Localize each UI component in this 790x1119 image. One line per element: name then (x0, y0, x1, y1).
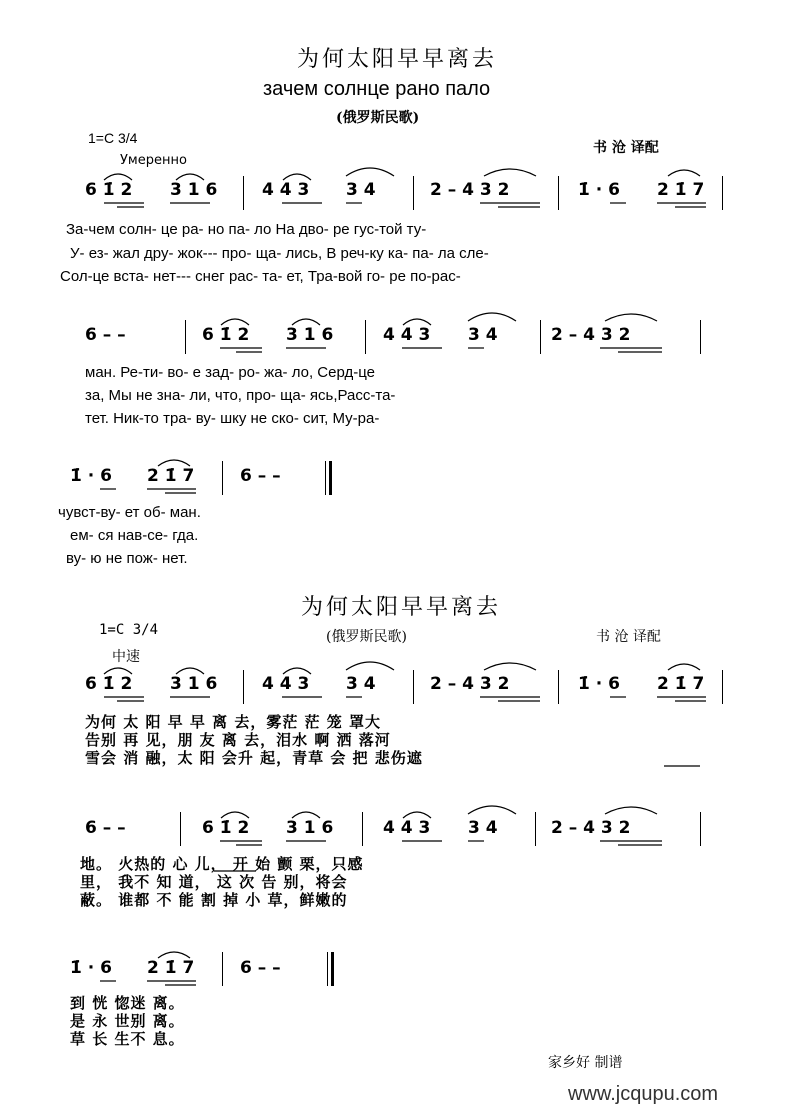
measure: 2 1̇ 7 (147, 466, 195, 486)
subtitle-1: (俄罗斯民歌) (336, 110, 420, 126)
measure: 6 1̇ 2 (202, 818, 250, 838)
measure: 1̇ · 6 (70, 466, 112, 486)
barline (413, 670, 414, 704)
measure: 1̇ · 6 (70, 958, 112, 978)
barline (558, 670, 559, 704)
barline (222, 461, 223, 495)
measure: 2 1̇ 7 (657, 180, 705, 200)
tempo-2: 中速 (112, 649, 140, 665)
barline (243, 176, 244, 210)
end-barline (331, 952, 334, 986)
measure: 1̇ · 6 (578, 674, 620, 694)
measure: 4 4 3 (383, 818, 431, 838)
lyrics-line: У- ез- жал дру- жок--- про- ща- лись, В реч-ку ка- па- ла сле- (70, 245, 489, 262)
measure: 2 – 4 3 2 (430, 674, 510, 694)
end-barline (329, 461, 332, 495)
maker-credit: 家乡好 制谱 (548, 1055, 623, 1071)
barline (325, 461, 326, 495)
lyrics-line: ву- ю не пож- нет. (66, 550, 188, 567)
barline (362, 812, 363, 846)
measure: 2 – 4 3 2 (430, 180, 510, 200)
lyrics-line: 草 长 生不 息。 (70, 1030, 185, 1048)
lyrics-line: 到 恍 惚迷 离。 (70, 994, 185, 1012)
measure: 4 4 3 (383, 325, 431, 345)
key-signature-1: 1=C 3/4 (88, 130, 138, 146)
barline (535, 812, 536, 846)
measure: 3 1 6 (286, 818, 334, 838)
lyrics-line: тет. Ник-то тра- ву- шку не ско- сит, Му-ра- (85, 410, 380, 427)
measure: 3 4 (346, 180, 376, 200)
lyrics-line: За-чем солн- це ра- но па- ло На дво- ре гус-той ту- (66, 221, 427, 238)
key-signature-2: 1=C 3/4 (99, 622, 159, 638)
lyrics-line: Сол-це вста- нет--- снег рас- та- ет, Тра-вой го- ре по-рас- (60, 268, 461, 285)
lyrics-line: ман. Ре-ти- во- е зад- ро- жа- ло, Серд-це (85, 364, 375, 381)
barline (722, 176, 723, 210)
lyrics-line: 告别 再 见，朋 友 离 去，泪水 啊 洒 落河 (85, 731, 391, 749)
measure: 6 1̇ 2 (85, 180, 133, 200)
measure: 3 1 6 (286, 325, 334, 345)
lyrics-line: 是 永 世别 离。 (70, 1012, 185, 1030)
lyrics-line: ем- ся нав-се- гда. (70, 527, 199, 544)
barline (700, 812, 701, 846)
measure: 2 1̇ 7 (657, 674, 705, 694)
measure: 3 4 (468, 325, 498, 345)
title-chinese-1: 为何太阳早早离去 (297, 47, 498, 72)
barline (243, 670, 244, 704)
measure: 2 1̇ 7 (147, 958, 195, 978)
title-russian: зачем солнце рано пало (263, 78, 491, 100)
measure: 2 – 4 3 2 (551, 818, 631, 838)
measure: 4 4 3 (262, 180, 310, 200)
barline (413, 176, 414, 210)
lyrics-line: 蔽。 谁都 不 能 割 掉 小 草，鲜嫩的 (80, 891, 348, 909)
measure: 3 1 6 (170, 674, 218, 694)
measure: 3 1 6 (170, 180, 218, 200)
barline (180, 812, 181, 846)
barline (722, 670, 723, 704)
lyrics-line: 里， 我不 知 道， 这 次 告 别，将会 (80, 873, 348, 891)
lyrics-line: 雪会 消 融，太 阳 会升 起，青草 会 把 悲伤遮 (85, 749, 423, 767)
lyrics-line: за, Мы не зна- ли, что, про- ща- ясь,Расс-та- (85, 387, 396, 404)
lyrics-line: чувст-ву- ет об- ман. (58, 504, 201, 521)
measure: 1̇ · 6 (578, 180, 620, 200)
barline (185, 320, 186, 354)
measure: 6 – – (240, 466, 281, 486)
measure: 6 – – (85, 818, 126, 838)
measure: 3 4 (468, 818, 498, 838)
credit-1: 书 沧 译配 (593, 140, 659, 156)
lyrics-line: 地。 火热的 心 儿， 开 始 颤 栗，只感 (80, 855, 364, 873)
measure: 6 1̇ 2 (85, 674, 133, 694)
measure: 3 4 (346, 674, 376, 694)
measure: 4 4 3 (262, 674, 310, 694)
credit-2: 书 沧 译配 (596, 629, 661, 645)
subtitle-2: (俄罗斯民歌) (326, 629, 407, 645)
watermark: www.jcqupu.com (568, 1083, 719, 1105)
barline (540, 320, 541, 354)
lyrics-line: 为何 太 阳 早 早 离 去，雾茫 茫 笼 罩大 (85, 713, 382, 731)
tempo-1: Умеренно (120, 153, 187, 168)
measure: 6 1̇ 2 (202, 325, 250, 345)
barline (558, 176, 559, 210)
barline (327, 952, 328, 986)
barline (222, 952, 223, 986)
title-chinese-2: 为何太阳早早离去 (301, 595, 502, 620)
measure: 6 – – (85, 325, 126, 345)
measure: 2 – 4 3 2 (551, 325, 631, 345)
measure: 6 – – (240, 958, 281, 978)
barline (365, 320, 366, 354)
barline (700, 320, 701, 354)
